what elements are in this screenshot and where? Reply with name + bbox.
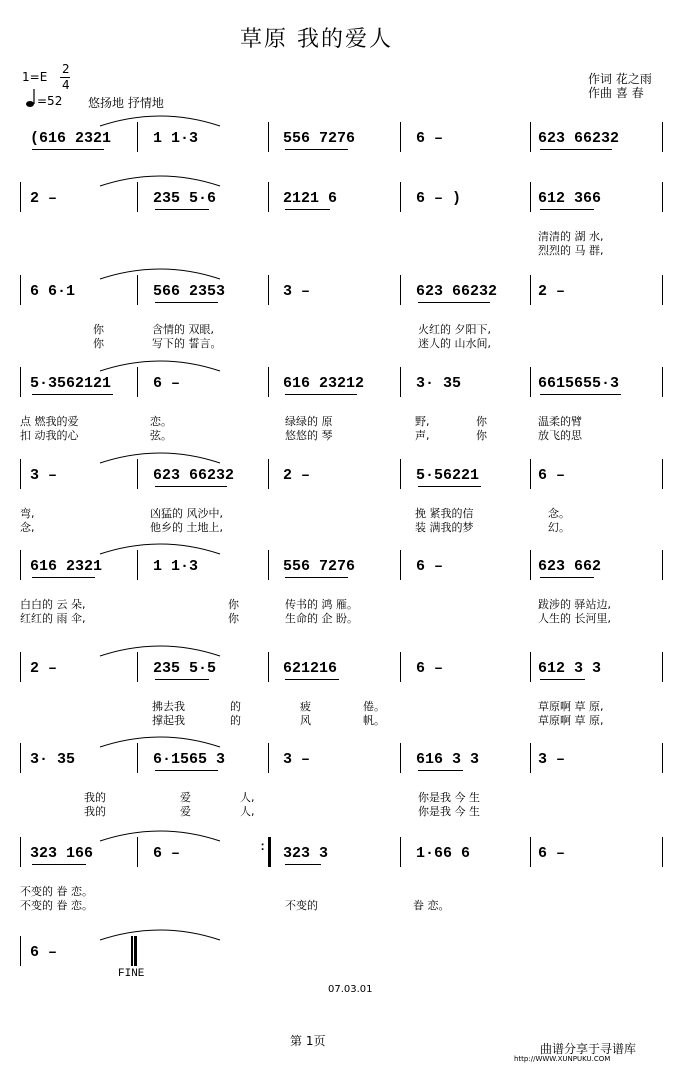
final-bar-thick: [134, 936, 137, 966]
lyric-line-1: 疲: [300, 700, 311, 713]
lyric-line-2: 风: [300, 714, 311, 727]
lyric-line-2: 的: [230, 714, 241, 727]
lyric-line-1: 含情的 双眼,: [152, 323, 214, 336]
note-measure: 612 366: [538, 190, 602, 207]
note-measure: 623 66232: [153, 467, 235, 484]
note-measure: 5·3562121: [30, 375, 112, 392]
page-title: 草原 我的爱人: [240, 27, 393, 52]
lyric-line-2: 眷 恋。: [413, 899, 450, 912]
note-measure: (616 2321: [30, 130, 112, 147]
lyric-line-2: 红红的 雨 伞,: [20, 612, 86, 625]
lyric-line-1: 凶猛的 风沙中,: [150, 507, 223, 520]
note-measure: 6 –: [416, 130, 444, 147]
note-measure: 612 3 3: [538, 660, 602, 677]
note-measure: 3· 35: [30, 751, 76, 768]
note-measure: 623 662: [538, 558, 602, 575]
lyric-line-1: 草原啊 草 原,: [538, 700, 604, 713]
note-measure: 616 23212: [283, 375, 365, 392]
tempo-value: =52: [37, 94, 63, 108]
lyric-line-1: 挽 紧我的信: [415, 507, 474, 520]
lyric-line-1: 你: [228, 598, 239, 611]
note-measure: 6 – ): [416, 190, 462, 207]
note-measure: 6 –: [30, 944, 58, 961]
note-measure: 3 –: [30, 467, 58, 484]
lyric-line-2: 扣 动我的心: [20, 429, 79, 442]
lyric-line-2: 你: [228, 612, 239, 625]
lyric-line-2: 帆。: [363, 714, 385, 727]
lyric-line-2: 生命的 企 盼。: [285, 612, 358, 625]
note-measure: 6615655·3: [538, 375, 620, 392]
note-measure: 2 –: [538, 283, 566, 300]
lyric-line-1: 人,: [240, 791, 255, 804]
composer-credit: 作曲 喜 春: [588, 86, 644, 100]
note-measure: 1 1·3: [153, 558, 199, 575]
repeat-bar-thick: [268, 837, 271, 867]
lyric-line-2: 迷人的 山水间,: [418, 337, 491, 350]
date-label: 07.03.01: [328, 984, 373, 995]
note-measure: 623 66232: [538, 130, 620, 147]
lyric-line-1: 点 燃我的爱: [20, 415, 79, 428]
lyric-line-2: 弦。: [150, 429, 172, 442]
lyric-line-1: 的: [230, 700, 241, 713]
lyric-line-1: 我的: [84, 791, 106, 804]
lyric-line-2: 你是我 今 生: [418, 805, 480, 818]
note-measure: 2 –: [30, 660, 58, 677]
lyric-line-2: 人,: [240, 805, 255, 818]
note-measure: 623 66232: [416, 283, 498, 300]
lyric-line-2: 你: [476, 429, 487, 442]
note-measure: 1 1·3: [153, 130, 199, 147]
lyric-line-1: 清清的 湖 水,: [538, 230, 604, 243]
page-number: 第 1页: [290, 1034, 326, 1048]
lyric-line-1: 你: [476, 415, 487, 428]
note-measure: 6 6·1: [30, 283, 76, 300]
note-measure: 3· 35: [416, 375, 462, 392]
lyric-line-1: 绿绿的 原: [285, 415, 333, 428]
lyric-line-1: 不变的 眷 恋。: [20, 885, 93, 898]
lyric-line-2: 他乡的 土地上,: [150, 521, 223, 534]
watermark-url[interactable]: http://WWW.XUNPUKU.COM: [514, 1055, 611, 1063]
note-measure: 5·56221: [416, 467, 480, 484]
note-measure: 3 –: [283, 751, 311, 768]
note-measure: 235 5·6: [153, 190, 217, 207]
note-measure: 6 –: [416, 660, 444, 677]
repeat-dots: :: [259, 840, 267, 854]
lyric-line-2: 声,: [415, 429, 430, 442]
lyric-line-2: 装 满我的梦: [415, 521, 474, 534]
note-measure: 6 –: [153, 845, 181, 862]
lyric-line-1: 温柔的臂: [538, 415, 582, 428]
note-measure: 6 –: [153, 375, 181, 392]
note-measure: 566 2353: [153, 283, 226, 300]
note-measure: 6·1565 3: [153, 751, 226, 768]
note-measure: 1·66 6: [416, 845, 471, 862]
time-signature-bottom: 4: [62, 78, 70, 92]
note-measure: 6 –: [538, 845, 566, 862]
time-signature-top: 2: [62, 62, 70, 76]
watermark-text: 曲谱分享于寻谱库: [540, 1042, 637, 1056]
note-measure: 3 –: [538, 751, 566, 768]
note-measure: 556 7276: [283, 130, 356, 147]
lyric-line-2: 人生的 长河里,: [538, 612, 611, 625]
note-measure: 235 5·5: [153, 660, 217, 677]
lyric-line-2: 你: [93, 337, 104, 350]
note-measure: 2 –: [283, 467, 311, 484]
key-signature: 1=E: [22, 70, 48, 84]
lyric-line-1: 你: [93, 323, 104, 336]
note-measure: 323 3: [283, 845, 329, 862]
lyric-line-1: 野,: [415, 415, 430, 428]
lyric-line-1: 白白的 云 朵,: [20, 598, 86, 611]
note-measure: 616 3 3: [416, 751, 480, 768]
lyric-line-2: 我的: [84, 805, 106, 818]
lyric-line-1: 爱: [180, 791, 191, 804]
note-measure: 6 –: [416, 558, 444, 575]
lyric-line-1: 念。: [548, 507, 570, 520]
lyric-line-2: 撑起我: [152, 714, 185, 727]
fine-marker: FINE: [118, 968, 145, 980]
lyric-line-2: 不变的: [285, 899, 318, 912]
note-measure: 616 2321: [30, 558, 103, 575]
slur-path: [100, 930, 220, 940]
lyric-line-1: 弯,: [20, 507, 35, 520]
lyric-line-2: 悠悠的 琴: [285, 429, 333, 442]
lyricist-credit: 作词 花之雨: [588, 72, 652, 86]
lyric-line-2: 写下的 誓言。: [152, 337, 222, 350]
note-measure: 2 –: [30, 190, 58, 207]
final-bar-thin: [131, 936, 132, 966]
note-measure: 6 –: [538, 467, 566, 484]
lyric-line-2: 幻。: [548, 521, 570, 534]
note-measure: 2121 6: [283, 190, 338, 207]
note-measure: 323 166: [30, 845, 94, 862]
lyric-line-1: 你是我 今 生: [418, 791, 480, 804]
lyric-line-1: 恋。: [150, 415, 172, 428]
lyric-line-2: 不变的 眷 恋。: [20, 899, 93, 912]
lyric-line-2: 放飞的思: [538, 429, 582, 442]
note-measure: 3 –: [283, 283, 311, 300]
lyric-line-1: 拂去我: [152, 700, 185, 713]
lyric-line-1: 传书的 鸿 雁。: [285, 598, 358, 611]
lyric-line-1: 跋涉的 驿站边,: [538, 598, 611, 611]
note-measure: 621216: [283, 660, 338, 677]
note-measure: 556 7276: [283, 558, 356, 575]
lyric-line-2: 念,: [20, 521, 35, 534]
lyric-line-1: 倦。: [363, 700, 385, 713]
lyric-line-2: 烈烈的 马 群,: [538, 244, 604, 257]
lyric-line-2: 爱: [180, 805, 191, 818]
expression-text: 悠扬地 抒情地: [88, 96, 164, 110]
lyric-line-1: 火红的 夕阳下,: [418, 323, 491, 336]
lyric-line-2: 草原啊 草 原,: [538, 714, 604, 727]
